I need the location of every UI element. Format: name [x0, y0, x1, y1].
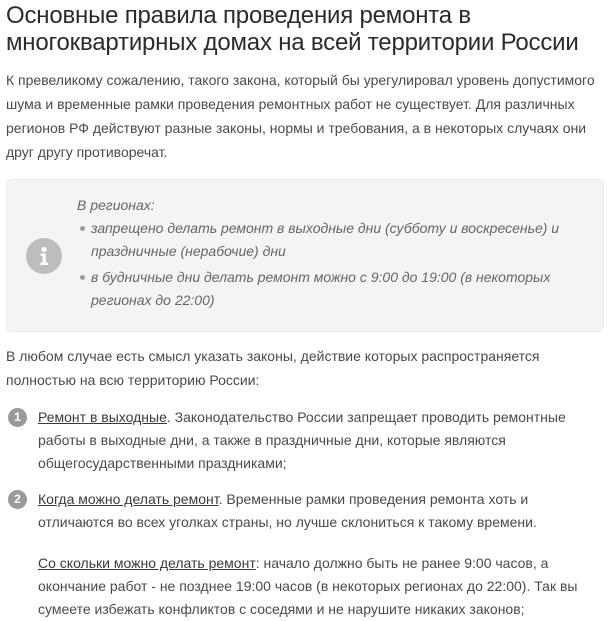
sub-rule-link-start-time[interactable]: Со скольки можно делать ремонт: [38, 555, 256, 571]
number-badge: 1: [8, 408, 27, 427]
rules-list: [6, 406, 604, 534]
rule-text: . Законодательство России запрещает проводить ремонтные работы в выходные дни, а также в праздничные дни, которые являются общегосударственными праздниками;: [38, 409, 566, 471]
article: [0, 2, 612, 621]
info-box-item: [77, 217, 583, 263]
rule-link-when-repair[interactable]: Когда можно делать ремонт: [38, 491, 219, 507]
rule-item: [6, 406, 604, 475]
info-icon: [26, 238, 62, 274]
rule-link-weekend-repair[interactable]: Ремонт в выходные: [38, 409, 167, 425]
info-box-item-text: запрещено делать ремонт в выходные дни (субботу и воскресенье) и праздничные (нерабочие) дни: [91, 220, 560, 259]
bullet-icon: [80, 275, 85, 280]
number-badge: 2: [8, 490, 27, 509]
lead-paragraph: В любом случае есть смысл указать законы, действие которых распространяется полностью на всю территорию России:: [6, 348, 540, 388]
sub-rule-text: : начало должно быть не ранее 9:00 часов, а окончание работ - не позднее 19:00 часов (в некоторых регионах до 22:00). Так вы сумеете избежать конфликтов с соседями и не нарушите никаких законов;: [38, 555, 578, 617]
intro-paragraph: К превеликому сожалению, такого закона, который бы урегулировал уровень допустимого шума и временные рамки проведения ремонтных работ не существует. Для различных регионов РФ действуют разные законы, нормы и требования, а в некоторых случаях они друг другу противоречат.: [6, 72, 595, 160]
rule-item: [6, 488, 604, 534]
info-box-list: [77, 217, 583, 312]
rule-text: . Временные рамки проведения ремонта хоть и отличаются во всех уголках страны, но лучше склониться к такому времени.: [38, 491, 537, 530]
info-box-item-text: в будничные дни делать ремонт можно с 9:00 до 19:00 (в некоторых регионах до 22:00): [91, 269, 551, 308]
info-box-title: В регионах:: [77, 197, 155, 213]
sub-rule-paragraph: [6, 552, 604, 621]
bullet-icon: [80, 226, 85, 231]
info-box-item: [77, 266, 583, 312]
info-box: [6, 179, 604, 332]
article-title: Основные правила проведения ремонта в многоквартирных домах на всей территории России: [6, 2, 579, 56]
